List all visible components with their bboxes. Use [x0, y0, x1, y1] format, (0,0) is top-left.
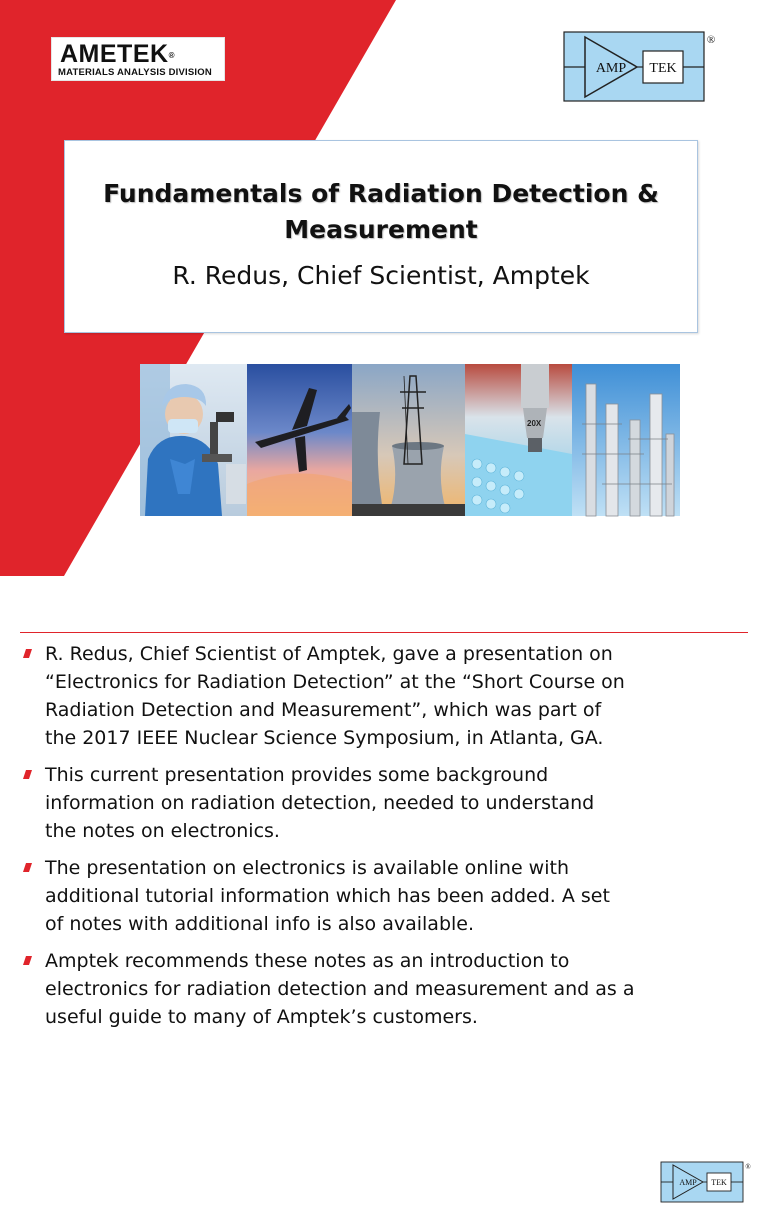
bullet-3-line-1: The presentation on electronics is available online with — [45, 857, 569, 879]
bullet-item-1 — [22, 640, 748, 752]
amptek-logo-small-left-text: AMP — [679, 1178, 697, 1187]
title-box — [64, 140, 698, 333]
amptek-logo-small-registered: ® — [745, 1163, 751, 1171]
slide-title-line-2: Measurement — [284, 215, 478, 244]
svg-text:20X: 20X — [527, 419, 542, 428]
bullet-1-line-1: R. Redus, Chief Scientist of Amptek, gave a presentation on — [45, 643, 613, 665]
bullet-item-2 — [22, 761, 748, 845]
bullet-3-line-3: of notes with additional info is also available. — [45, 913, 475, 935]
bullet-2-line-2: information on radiation detection, needed to understand — [45, 792, 595, 814]
amptek-logo-small — [660, 1161, 752, 1205]
notes-slide — [0, 576, 768, 1187]
ametek-logo — [51, 37, 225, 81]
bullet-1-line-4: the 2017 IEEE Nuclear Science Symposium, in Atlanta, GA. — [45, 727, 604, 749]
amptek-logo-right-text: TEK — [649, 61, 677, 76]
amptek-logo-small-right-text: TEK — [711, 1178, 727, 1187]
refinery-towers-photo — [572, 364, 680, 516]
bullet-2-line-1: This current presentation provides some background — [45, 764, 549, 786]
ametek-division-label: MATERIALS ANALYSIS DIVISION — [58, 67, 212, 78]
bullet-item-3 — [22, 854, 748, 938]
photo-strip — [140, 364, 680, 516]
microscope-sample-tray-photo — [465, 364, 572, 516]
bullet-marker-icon — [23, 649, 32, 658]
bullet-4-line-1: Amptek recommends these notes as an introduction to — [45, 950, 570, 972]
title-slide — [0, 0, 768, 576]
bullet-2-line-3: the notes on electronics. — [45, 820, 280, 842]
slide-subtitle: R. Redus, Chief Scientist, Amptek — [172, 261, 590, 290]
amptek-logo-registered: ® — [706, 34, 716, 46]
bullet-list — [22, 640, 748, 1040]
bullet-4-line-2: electronics for radiation detection and measurement and as a — [45, 978, 635, 1000]
bullet-marker-icon — [23, 956, 32, 965]
bullet-1-line-2: “Electronics for Radiation Detection” at the “Short Course on — [45, 671, 625, 693]
slide-title-line-1: Fundamentals of Radiation Detection & — [103, 179, 659, 208]
amptek-logo — [563, 31, 719, 103]
bullet-item-4 — [22, 947, 748, 1031]
bullet-4-line-3: useful guide to many of Amptek’s customers. — [45, 1006, 478, 1028]
bullet-3-line-2: additional tutorial information which has been added. A set — [45, 885, 610, 907]
slide-title — [65, 176, 697, 248]
ametek-logo-wordmark: AMETEK® — [60, 40, 175, 68]
power-plant-cooling-towers-photo — [352, 364, 465, 516]
header-rule — [20, 632, 748, 633]
lab-scientist-microscope-photo — [140, 364, 247, 516]
bullet-marker-icon — [23, 770, 32, 779]
bullet-marker-icon — [23, 863, 32, 872]
airplane-sunset-photo — [247, 364, 352, 516]
amptek-logo-left-text: AMP — [595, 61, 627, 76]
bullet-1-line-3: Radiation Detection and Measurement”, which was part of — [45, 699, 602, 721]
